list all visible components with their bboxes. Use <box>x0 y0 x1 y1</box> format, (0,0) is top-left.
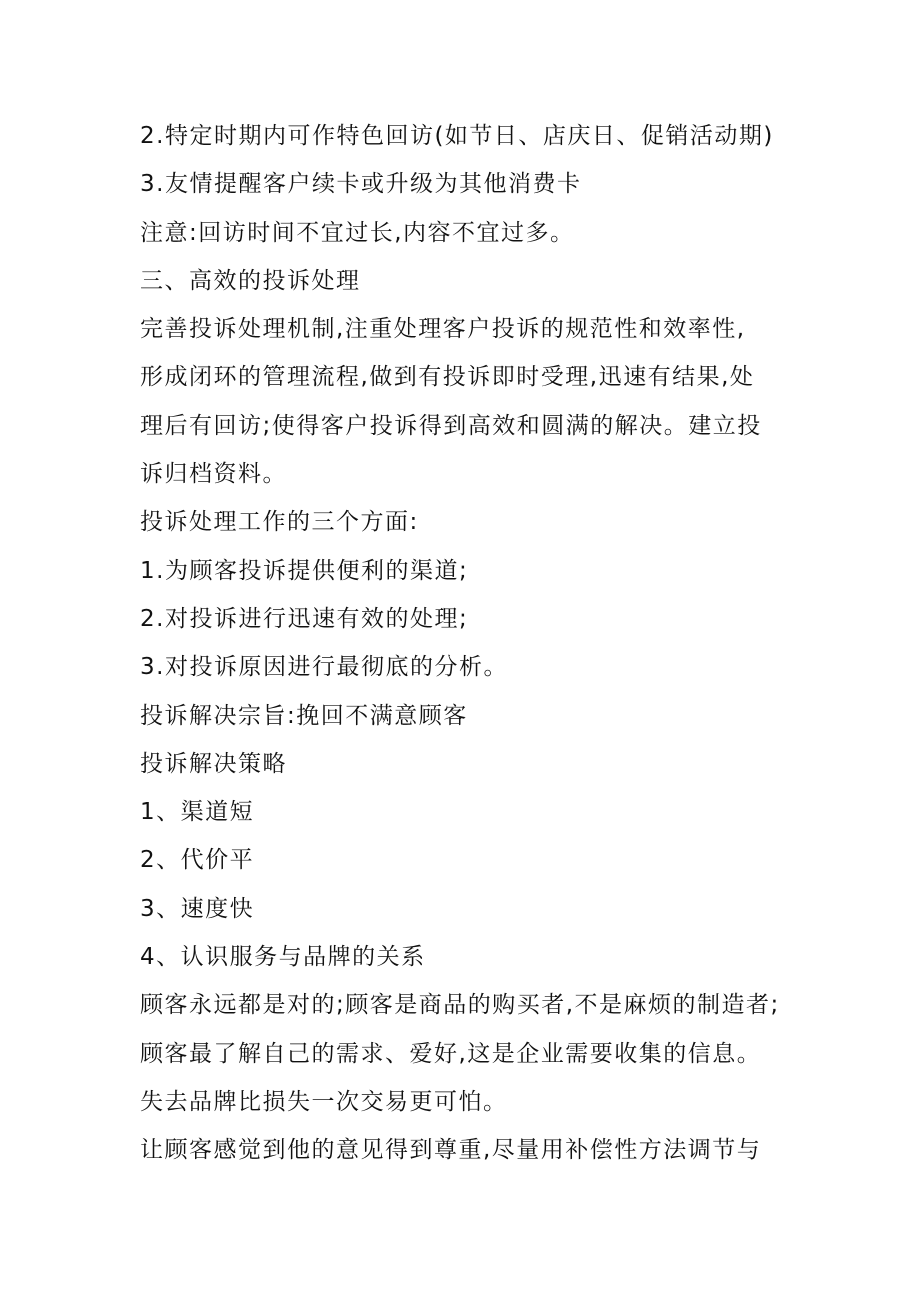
list-item: 3、速度快 <box>140 895 255 922</box>
complaint-purpose: 投诉解决宗旨:挽回不满意顾客 <box>140 702 468 729</box>
paragraph-line: 完善投诉处理机制,注重处理客户投诉的规范性和效率性, <box>140 316 746 343</box>
paragraph-line: 诉归档资料。 <box>140 461 287 488</box>
list-item: 1、渠道短 <box>140 799 255 826</box>
list-item-special-visits: 2.特定时期内可作特色回访(如节日、店庆日、促销活动期) <box>140 123 774 149</box>
subheading-three-aspects: 投诉处理工作的三个方面: <box>140 509 419 536</box>
paragraph-line: 让顾客感觉到他的意见得到尊重,尽量用补偿性方法调节与 <box>140 1137 762 1164</box>
paragraph-line: 顾客永远都是对的;顾客是商品的购买者,不是麻烦的制造者; <box>140 992 780 1019</box>
section-heading-complaint-handling: 三、高效的投诉处理 <box>140 267 361 294</box>
paragraph-line: 顾客最了解自己的需求、爱好,这是企业需要收集的信息。 <box>140 1040 762 1067</box>
list-item: 2.对投诉进行迅速有效的处理; <box>140 605 469 632</box>
subheading-strategy: 投诉解决策略 <box>140 750 287 777</box>
paragraph-line: 形成闭环的管理流程,做到有投诉即时受理,迅速有结果,处 <box>140 364 755 391</box>
list-item: 2、代价平 <box>140 847 255 874</box>
list-item: 4、认识服务与品牌的关系 <box>140 944 426 971</box>
list-item: 3.对投诉原因进行最彻底的分析。 <box>140 654 508 681</box>
paragraph-line: 理后有回访;使得客户投诉得到高效和圆满的解决。建立投 <box>140 412 762 439</box>
list-item-renewal-reminder: 3.友情提醒客户续卡或升级为其他消费卡 <box>140 171 582 198</box>
paragraph-line: 失去品牌比损失一次交易更可怕。 <box>140 1088 508 1115</box>
document-body <box>140 112 800 1175</box>
visit-note: 注意:回访时间不宜过长,内容不宜过多。 <box>140 219 575 246</box>
list-item: 1.为顾客投诉提供便利的渠道; <box>140 557 469 584</box>
